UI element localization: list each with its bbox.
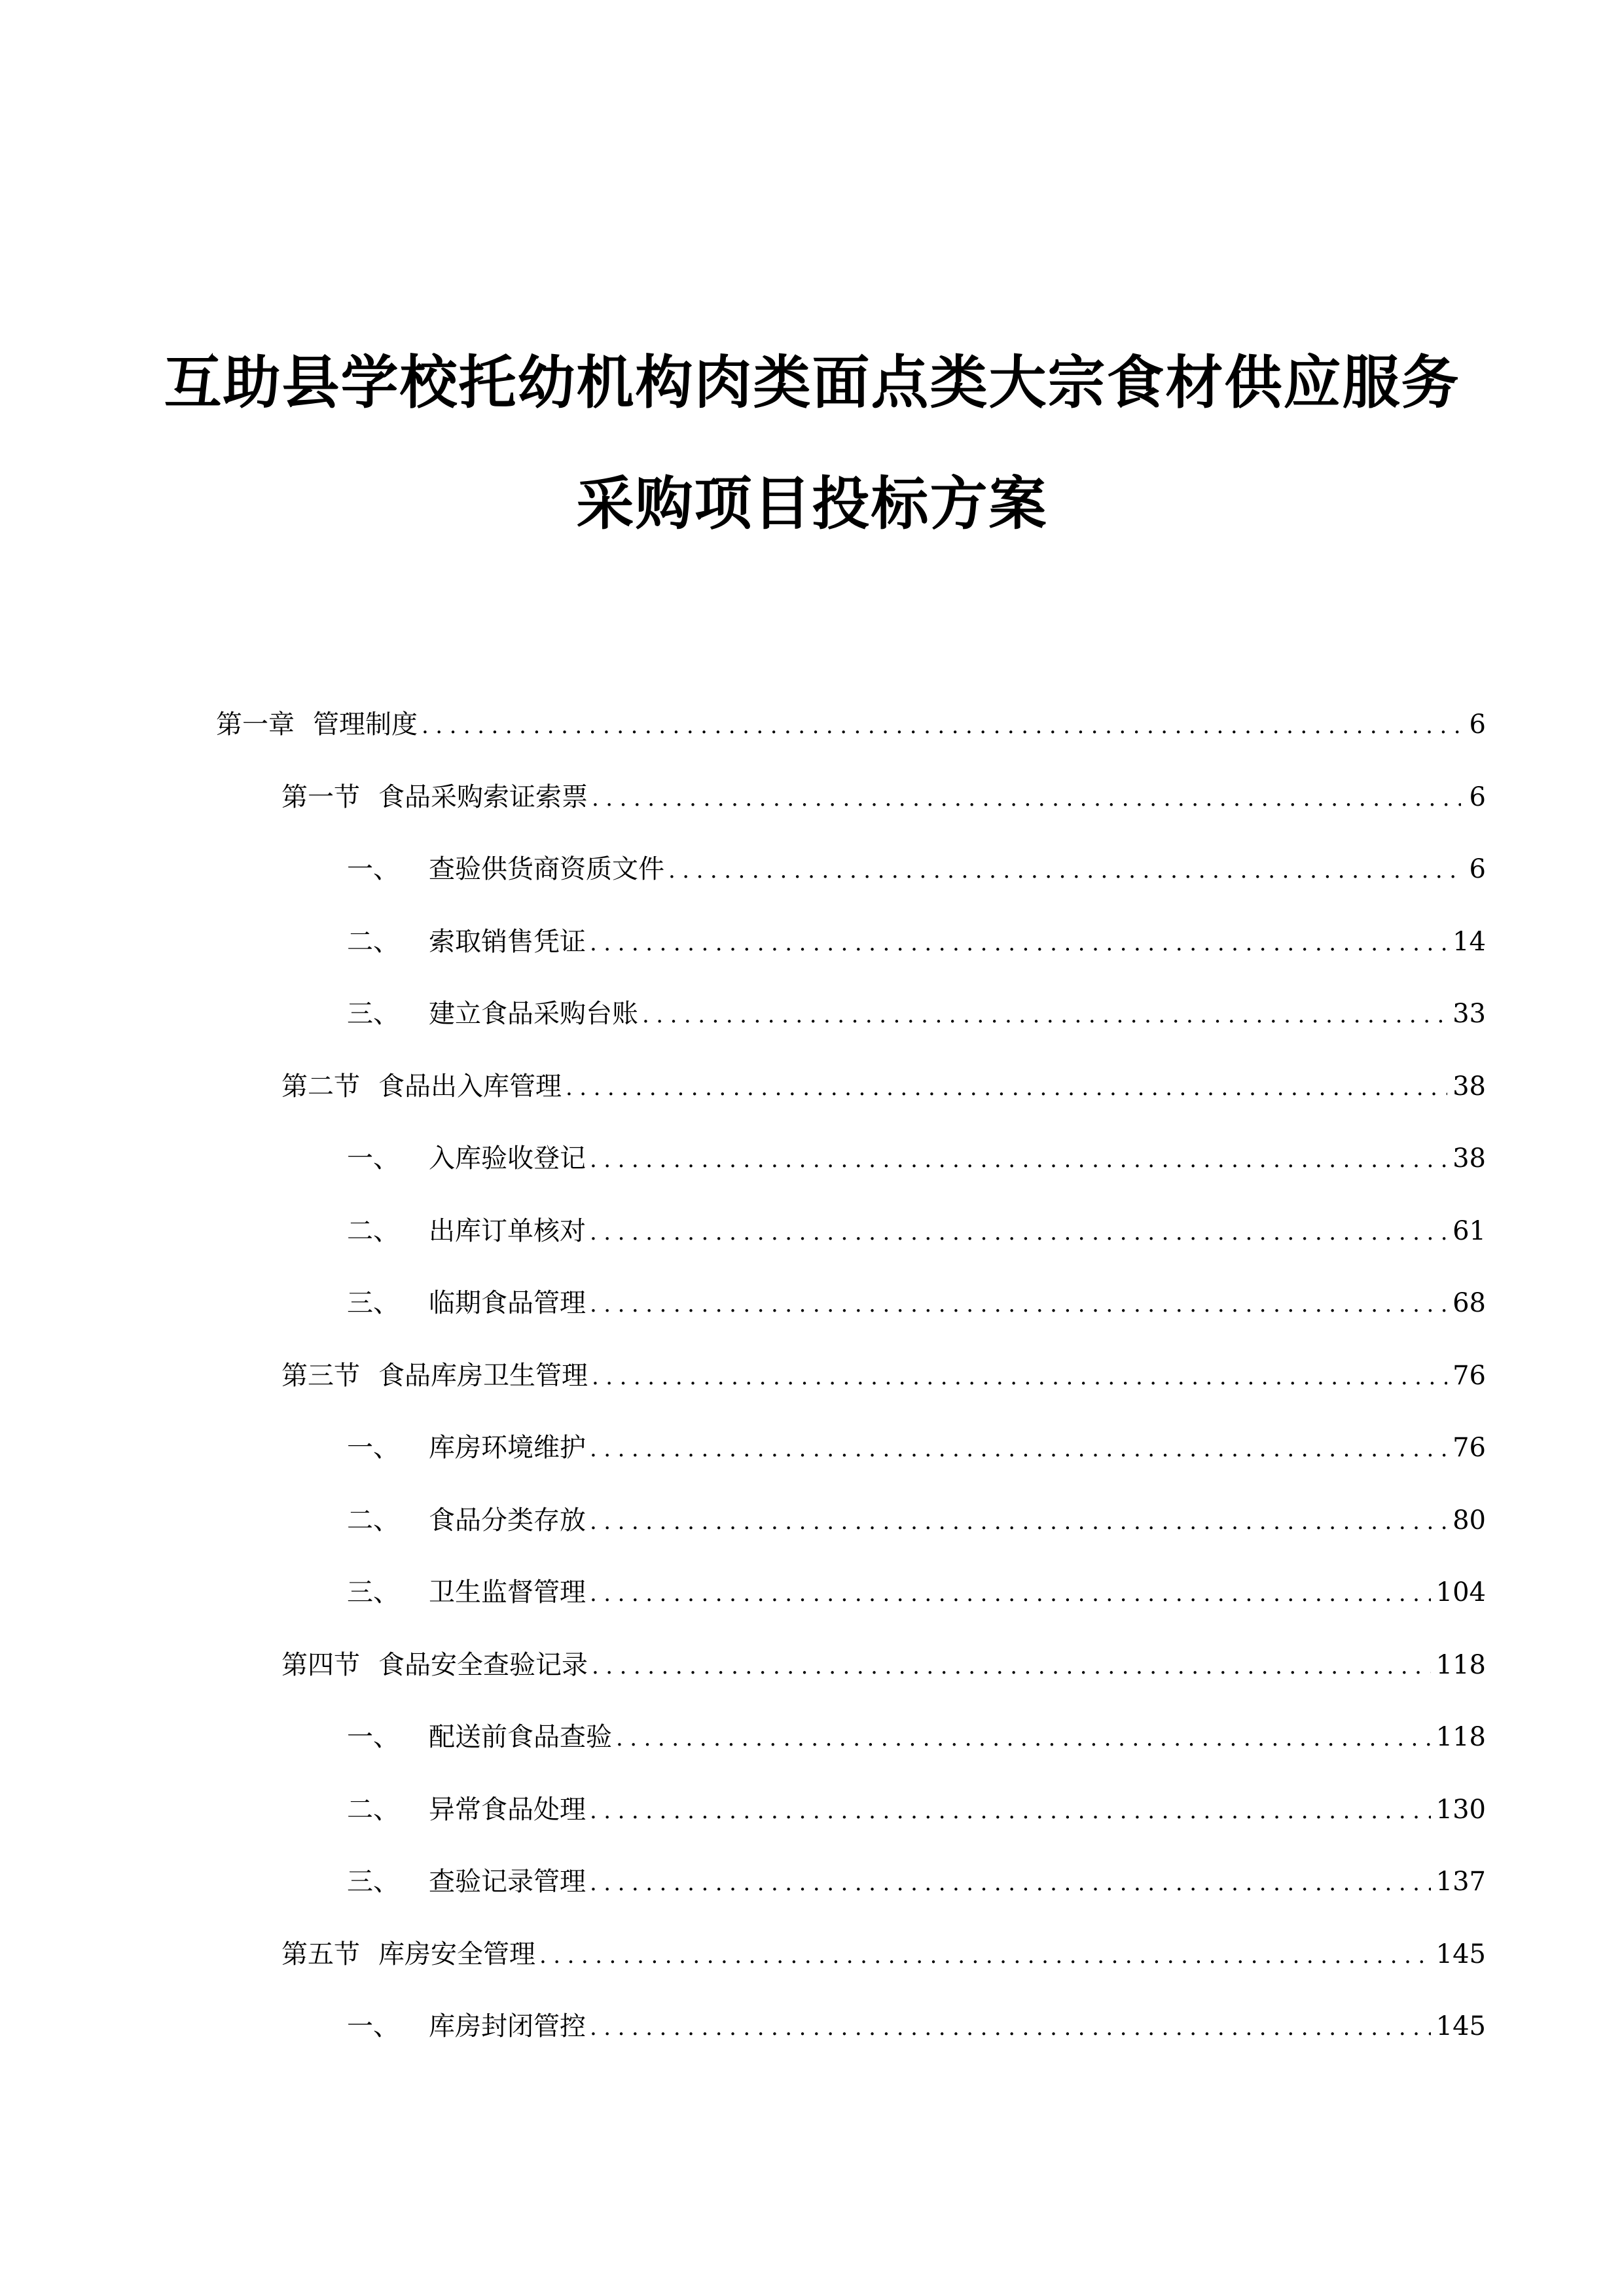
toc-entry-number: 一、: [347, 1722, 399, 1752]
toc-leader-dots: [592, 1364, 1447, 1390]
toc-entry-label: 食品库房卫生管理: [378, 1360, 588, 1391]
toc-leader-dots: [422, 713, 1461, 739]
toc-entry-subsection[interactable]: [216, 1427, 1486, 1499]
toc-entry-page: 118: [1435, 1722, 1486, 1752]
toc-leader-dots: [539, 1943, 1431, 1969]
toc-entry-number: 第一章: [216, 709, 295, 740]
toc-entry-number: 三、: [347, 1577, 399, 1607]
toc-leader-dots: [590, 2015, 1431, 2041]
toc-entry-number: 一、: [347, 854, 399, 884]
toc-entry-subsection[interactable]: [216, 1861, 1486, 1933]
toc-entry-number: 二、: [347, 1505, 399, 1535]
toc-entry-page: 137: [1435, 1867, 1486, 1897]
toc-entry-number: 第二节: [281, 1071, 360, 1102]
toc-entry-section[interactable]: [216, 1355, 1486, 1427]
toc-entry-subsection[interactable]: [216, 1789, 1486, 1861]
toc-entry-label: 临期食品管理: [429, 1288, 586, 1318]
toc-entry-label: 查验记录管理: [429, 1867, 586, 1897]
toc-entry-number: 一、: [347, 2011, 399, 2041]
toc-entry-page: 6: [1469, 781, 1486, 812]
toc-entry-label: 库房封闭管控: [429, 2011, 586, 2041]
toc-leader-dots: [668, 857, 1461, 884]
toc-entry-page: 145: [1435, 2011, 1486, 2041]
toc-entry-label: 食品采购索证索票: [378, 781, 588, 812]
toc-entry-subsection[interactable]: [216, 848, 1486, 921]
toc-entry-number: 二、: [347, 926, 399, 957]
toc-entry-label: 异常食品处理: [429, 1794, 586, 1825]
document-title-line-1: 互助县学校托幼机构肉类面点类大宗食材供应服务: [164, 349, 1460, 416]
toc-entry-label: 索取销售凭证: [429, 926, 586, 957]
toc-entry-number: 第四节: [281, 1649, 360, 1680]
toc-leader-dots: [566, 1075, 1447, 1101]
toc-entry-section[interactable]: [216, 1644, 1486, 1717]
toc-entry-number: 二、: [347, 1215, 399, 1246]
toc-entry-page: 76: [1453, 1360, 1486, 1391]
toc-entry-number: 第一节: [281, 781, 360, 812]
toc-entry-page: 80: [1453, 1505, 1486, 1535]
table-of-contents: [216, 704, 1486, 2078]
toc-entry-subsection[interactable]: [216, 1716, 1486, 1789]
toc-entry-number: 一、: [347, 1433, 399, 1463]
toc-leader-dots: [590, 1798, 1431, 1824]
toc-leader-dots: [592, 1653, 1431, 1679]
toc-entry-number: 三、: [347, 1867, 399, 1897]
toc-entry-page: 118: [1435, 1649, 1486, 1680]
toc-entry-page: 38: [1453, 1143, 1486, 1174]
toc-leader-dots: [590, 1436, 1447, 1462]
toc-leader-dots: [590, 1219, 1447, 1246]
toc-leader-dots: [590, 1147, 1447, 1173]
toc-entry-label: 配送前食品查验: [429, 1722, 612, 1752]
toc-entry-label: 食品出入库管理: [378, 1071, 562, 1102]
toc-entry-number: 第五节: [281, 1939, 360, 1969]
toc-entry-number: 一、: [347, 1143, 399, 1174]
toc-entry-label: 食品安全查验记录: [378, 1649, 588, 1680]
toc-entry-number: 三、: [347, 1288, 399, 1318]
toc-entry-subsection[interactable]: [216, 921, 1486, 994]
toc-entry-section[interactable]: [216, 776, 1486, 849]
toc-entry-number: 三、: [347, 999, 399, 1029]
toc-entry-page: 33: [1453, 999, 1486, 1029]
toc-entry-subsection[interactable]: [216, 1210, 1486, 1283]
toc-entry-page: 6: [1469, 854, 1486, 884]
toc-leader-dots: [590, 1291, 1447, 1318]
toc-entry-page: 38: [1453, 1071, 1486, 1102]
toc-leader-dots: [616, 1725, 1431, 1751]
toc-entry-label: 食品分类存放: [429, 1505, 586, 1535]
toc-leader-dots: [590, 1870, 1431, 1896]
toc-entry-subsection[interactable]: [216, 2005, 1486, 2078]
toc-entry-label: 库房安全管理: [378, 1939, 535, 1969]
document-title-line-2: 采购项目投标方案: [576, 470, 1048, 537]
toc-entry-label: 管理制度: [313, 709, 418, 740]
toc-entry-page: 76: [1453, 1433, 1486, 1463]
toc-entry-subsection[interactable]: [216, 1571, 1486, 1644]
toc-entry-label: 查验供货商资质文件: [429, 854, 664, 884]
toc-entry-label: 卫生监督管理: [429, 1577, 586, 1607]
toc-entry-subsection[interactable]: [216, 1499, 1486, 1572]
toc-entry-page: 104: [1435, 1577, 1486, 1607]
toc-entry-label: 出库订单核对: [429, 1215, 586, 1246]
toc-entry-subsection[interactable]: [216, 1138, 1486, 1210]
toc-entry-number: 二、: [347, 1794, 399, 1825]
toc-entry-label: 建立食品采购台账: [429, 999, 638, 1029]
toc-entry-page: 61: [1453, 1215, 1486, 1246]
toc-entry-page: 14: [1453, 926, 1486, 957]
toc-entry-label: 入库验收登记: [429, 1143, 586, 1174]
toc-entry-page: 68: [1453, 1288, 1486, 1318]
toc-leader-dots: [590, 1581, 1431, 1607]
toc-entry-section[interactable]: [216, 1066, 1486, 1138]
toc-entry-section[interactable]: [216, 1933, 1486, 2006]
toc-leader-dots: [590, 930, 1447, 956]
toc-entry-page: 130: [1435, 1794, 1486, 1825]
toc-entry-chapter[interactable]: [216, 704, 1486, 776]
toc-entry-page: 6: [1469, 709, 1486, 740]
toc-entry-page: 145: [1435, 1939, 1486, 1969]
toc-leader-dots: [592, 785, 1461, 812]
toc-entry-label: 库房环境维护: [429, 1433, 586, 1463]
toc-entry-subsection[interactable]: [216, 993, 1486, 1066]
toc-entry-number: 第三节: [281, 1360, 360, 1391]
toc-leader-dots: [590, 1509, 1447, 1535]
toc-leader-dots: [642, 1002, 1447, 1028]
toc-entry-subsection[interactable]: [216, 1282, 1486, 1355]
